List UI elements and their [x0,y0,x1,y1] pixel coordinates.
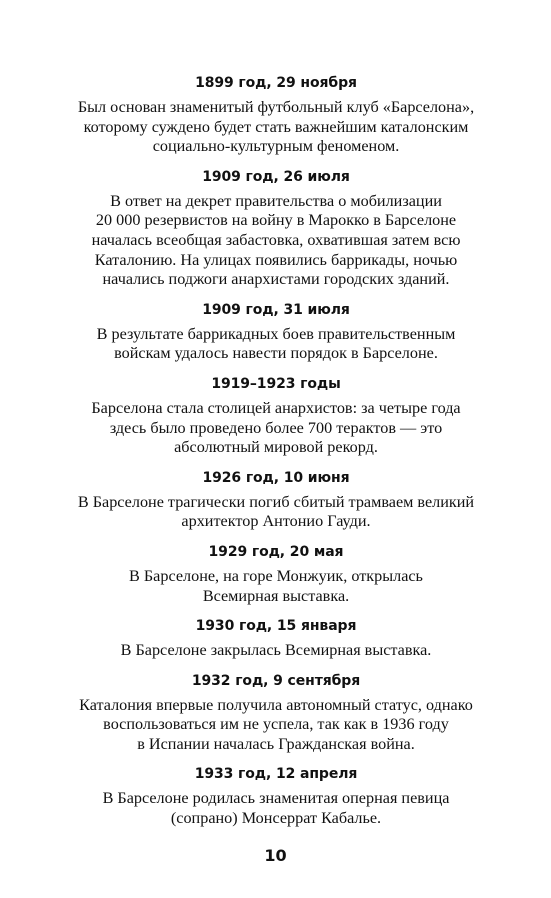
entry-description [70,98,482,157]
entry-description [70,696,482,755]
text-line: абсолютный мировой рекорд. [174,438,378,457]
text-line: Каталонию. На улицах появились баррикады, ночью [94,250,458,269]
entry-description [70,325,482,364]
text-line: войскам удалось навести порядок в Барселоне. [114,344,438,363]
text-line: В ответ на декрет правительства о мобилизации [110,191,442,210]
entry-description [70,399,482,458]
text-line: здесь было проведено более 700 терактов — это [109,418,443,437]
text-line: Всемирная выставка. [202,586,350,605]
timeline-entry-1909-july-26 [70,168,482,290]
text-line: Был основан знаменитый футбольный клуб «Барселона», [77,98,475,116]
entry-description [70,641,482,661]
entry-description [70,789,482,828]
text-line: начались поджоги анархистами городских зданий. [102,270,450,289]
entry-date-heading: 1899 год, 29 ноября [195,75,357,91]
entry-date-heading: 1919–1923 годы [211,375,341,392]
entry-description [70,493,482,532]
text-line: социально-культурным феноменом. [152,137,400,156]
timeline-entry-1909-july-31 [70,301,482,364]
text-line: в Испании началась Гражданская война. [137,734,415,753]
timeline-entry-1932 [70,672,482,755]
text-line: В Барселоне, на горе Монжуик, открылась [129,566,423,585]
text-line: В результате баррикадных боев правительственным [96,324,456,343]
timeline-content [70,74,482,840]
text-line: (сопрано) Монсеррат Кабалье. [170,809,382,828]
text-line: архитектор Антонио Гауди. [181,512,371,531]
entry-description [70,567,482,606]
text-line: которому суждено будет стать важнейшим каталонским [83,117,469,136]
entry-date-heading: 1926 год, 10 июня [202,469,350,486]
entry-date-heading: 1933 год, 12 апреля [194,766,358,783]
entry-date-heading: 1932 год, 9 сентября [191,672,361,689]
timeline-entry-1926 [70,469,482,532]
timeline-entry-1930 [70,617,482,661]
entry-description [70,192,482,290]
entry-date-heading: 1909 год, 31 июля [202,301,350,318]
entry-date-heading: 1929 год, 20 мая [208,543,344,560]
text-line: началась всеобщая забастовка, охватившая затем всю [91,230,461,249]
text-line: В Барселоне трагически погиб сбитый трамваем великий [77,492,475,511]
text-line: воспользоваться им не успела, так как в 1936 году [103,715,449,734]
text-line: В Барселоне родилась знаменитая оперная певица [102,789,450,808]
entry-date-heading: 1930 год, 15 января [195,618,357,635]
text-line: Барселона стала столицей анархистов: за четыре года [91,398,461,417]
timeline-entry-1899 [70,74,482,157]
timeline-entry-1919-1923 [70,375,482,458]
text-line: В Барселоне закрылась Всемирная выставка. [120,641,432,660]
entry-date-heading: 1909 год, 26 июля [202,168,350,185]
text-line: 20 000 резервистов на войну в Марокко в Барселоне [95,211,457,230]
timeline-entry-1929 [70,543,482,606]
page-number: 10 [264,846,287,865]
timeline-entry-1933 [70,765,482,828]
text-line: Каталония впервые получила автономный статус, однако [79,695,473,714]
